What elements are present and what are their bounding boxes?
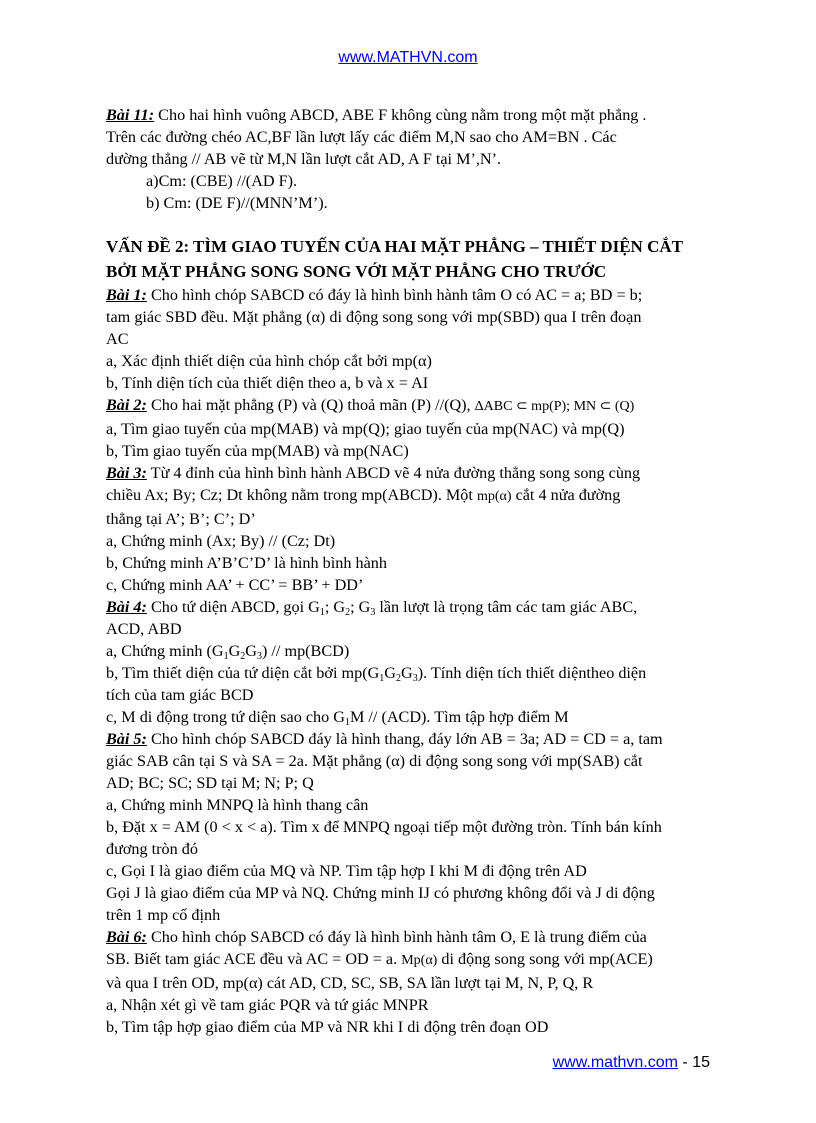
- bai5-part-c: c, Gọi I là giao điểm của MQ và NP. Tìm tập hợp I khi M đi động trên AD: [106, 862, 587, 880]
- bai5-line1: Bài 5: Cho hình chóp SABCD đáy là hình thang, đáy lớn AB = 3a; AD = CD = a, tam: [106, 730, 663, 748]
- bai1-line2: tam giác SBD đều. Mặt phẳng (α) di động song song với mp(SBD) qua I trên đoạn: [106, 308, 642, 326]
- bai6-line1: Bài 6: Cho hình chóp SABCD có đáy là hình bình hành tâm O, E là trung điểm của: [106, 928, 647, 946]
- bai4-label: Bài 4:: [106, 598, 147, 616]
- bai2-part-b: b, Tìm giao tuyến của mp(MAB) và mp(NAC): [106, 442, 409, 460]
- footer: [553, 1054, 710, 1072]
- bai3-part-a: a, Chứng minh (Ax; By) // (Cz; Dt): [106, 532, 336, 550]
- bai1-label: Bài 1:: [106, 286, 147, 304]
- bai5-line3: AD; BC; SC; SD tại M; N; P; Q: [106, 774, 314, 792]
- bai11-line2: Trên các đường chéo AC,BF lần lượt lấy các điểm M,N sao cho AM=BN . Các: [106, 128, 617, 146]
- bai11-part-a: a)Cm: (CBE) //(AD F).: [146, 172, 298, 190]
- bai2-formula: ΔABC ⊂ mp(P); MN ⊂ (Q): [474, 399, 635, 414]
- bai4-part-a: a, Chứng minh $(G_1G_2G_3) // mp(BCD)$: [106, 642, 350, 662]
- header-site-link[interactable]: www.MATHVN.com: [338, 49, 478, 66]
- bai2-part-a: a, Tìm giao tuyến của mp(MAB) và mp(Q); giao tuyến của mp(NAC) và mp(Q): [106, 420, 625, 438]
- bai4-part-b-line2: tích của tam giác BCD: [106, 686, 254, 704]
- bai5-part-d: Gọi J là giao điểm của MP và NQ. Chứng minh IJ có phương không đổi và J di động: [106, 884, 655, 902]
- page-number: - 15: [677, 1054, 710, 1071]
- alpha-plane: (α): [306, 308, 326, 326]
- bai11-line1: Bài 11: Cho hai hình vuông ABCD, ABE F không cùng nằm trong một mặt phẳng .: [106, 106, 647, 124]
- bai5-part-a: a, Chứng minh MNPQ là hình thang cân: [106, 796, 369, 814]
- bai6-line3: và qua I trên OD, mp(α) cát AD, CD, SC, SB, SA lần lượt tại M, N, P, Q, R: [106, 974, 594, 992]
- bai6-part-a: a, Nhận xét gì về tam giác PQR và tứ giác MNPR: [106, 996, 429, 1014]
- bai3-line2: chiều Ax; By; Cz; Dt không nằm trong mp(ABCD). Một mp(α) cắt 4 nửa đường: [106, 486, 621, 504]
- bai4-line2: ACD, ABD: [106, 620, 182, 638]
- bai5-part-d-line2: trên 1 mp cố định: [106, 906, 221, 924]
- bai11-part-b: b) Cm: (DE F)//(MNN’M’).: [146, 194, 328, 212]
- section-title: VẤN ĐỀ 2: TÌM GIAO TUYẾN CỦA HAI MẶT PHẲNG – THIẾT DIỆN CẮT BỞI MẶT PHẲNG SONG SONG VỚI MẶT PHẲNG CHO TRƯỚC: [106, 237, 683, 281]
- document-body: [106, 104, 711, 1038]
- bai1-part-b: b, Tính diện tích của thiết diện theo a, b và x = AI: [106, 374, 429, 392]
- bai1-line1: Bài 1: Cho hình chóp SABCD có đáy là hình bình hành tâm O có AC = a; BD = b;: [106, 286, 643, 304]
- alpha-plane: (α): [385, 752, 406, 770]
- bai3-part-b: b, Chứng minh A’B’C’D’ là hình bình hành: [106, 554, 387, 572]
- bai4-part-b: b, Tìm thiết diện của tứ diện cắt bởi $mp(G_1G_2G_3)$. Tính diện tích thiết diệntheo diện: [106, 664, 647, 684]
- bai6-label: Bài 6:: [106, 928, 147, 946]
- footer-site-link[interactable]: www.mathvn.com: [552, 1054, 678, 1071]
- bai5-part-b-line2: đương tròn đó: [106, 840, 198, 858]
- bai4-part-c: c, M di động trong tứ diện sao cho $G_1M // (ACD)$. Tìm tập hợp điểm M: [106, 708, 569, 728]
- bai5-part-b: b, Đặt x = AM (0 < x < a). Tìm x để MNPQ ngoại tiếp một đường tròn. Tính bán kính: [106, 818, 662, 836]
- bai3-part-c: c, Chứng minh AA’ + CC’ = BB’ + DD’: [106, 576, 364, 594]
- bai11-label: Bài 11:: [106, 106, 155, 124]
- bai4-line1: Bài 4: Cho tứ diện ABCD, gọi $G_1$; $G_2$; $G_3$ lần lượt là trọng tâm các tam giác ABC,: [106, 598, 638, 618]
- bai6-line2: SB. Biết tam giác ACE đều và AC = OD = a. Mp(α) di động song song với mp(ACE): [106, 950, 653, 968]
- bai6-part-b: b, Tìm tập hợp giao điểm của MP và NR khi I di động trên đoạn OD: [106, 1018, 549, 1036]
- bai2-label: Bài 2:: [106, 396, 147, 414]
- bai3-line1: Bài 3: Từ 4 đỉnh của hình bình hành ABCD vẽ 4 nửa đường thẳng song song cùng: [106, 464, 641, 482]
- bai5-label: Bài 5:: [106, 730, 147, 748]
- bai1-line3: AC: [106, 330, 129, 348]
- bai3-line3: thẳng tại A’; B’; C’; D’: [106, 510, 256, 528]
- bai5-line2: giác SAB cân tại S và SA = 2a. Mặt phẳng (α) di động song song với mp(SAB) cắt: [106, 752, 643, 770]
- bai2-line1: Bài 2: Cho hai mặt phẳng (P) và (Q) thoả mãn (P) //(Q), ΔABC ⊂ mp(P); MN ⊂ (Q): [106, 396, 635, 414]
- bai1-part-a: a, Xác định thiết diện của hình chóp cắt bởi mp(α): [106, 352, 432, 370]
- bai3-label: Bài 3:: [106, 464, 147, 482]
- bai11-line3: dường thẳng // AB vẽ từ M,N lần lượt cắt AD, A F tại M’,N’.: [106, 150, 502, 168]
